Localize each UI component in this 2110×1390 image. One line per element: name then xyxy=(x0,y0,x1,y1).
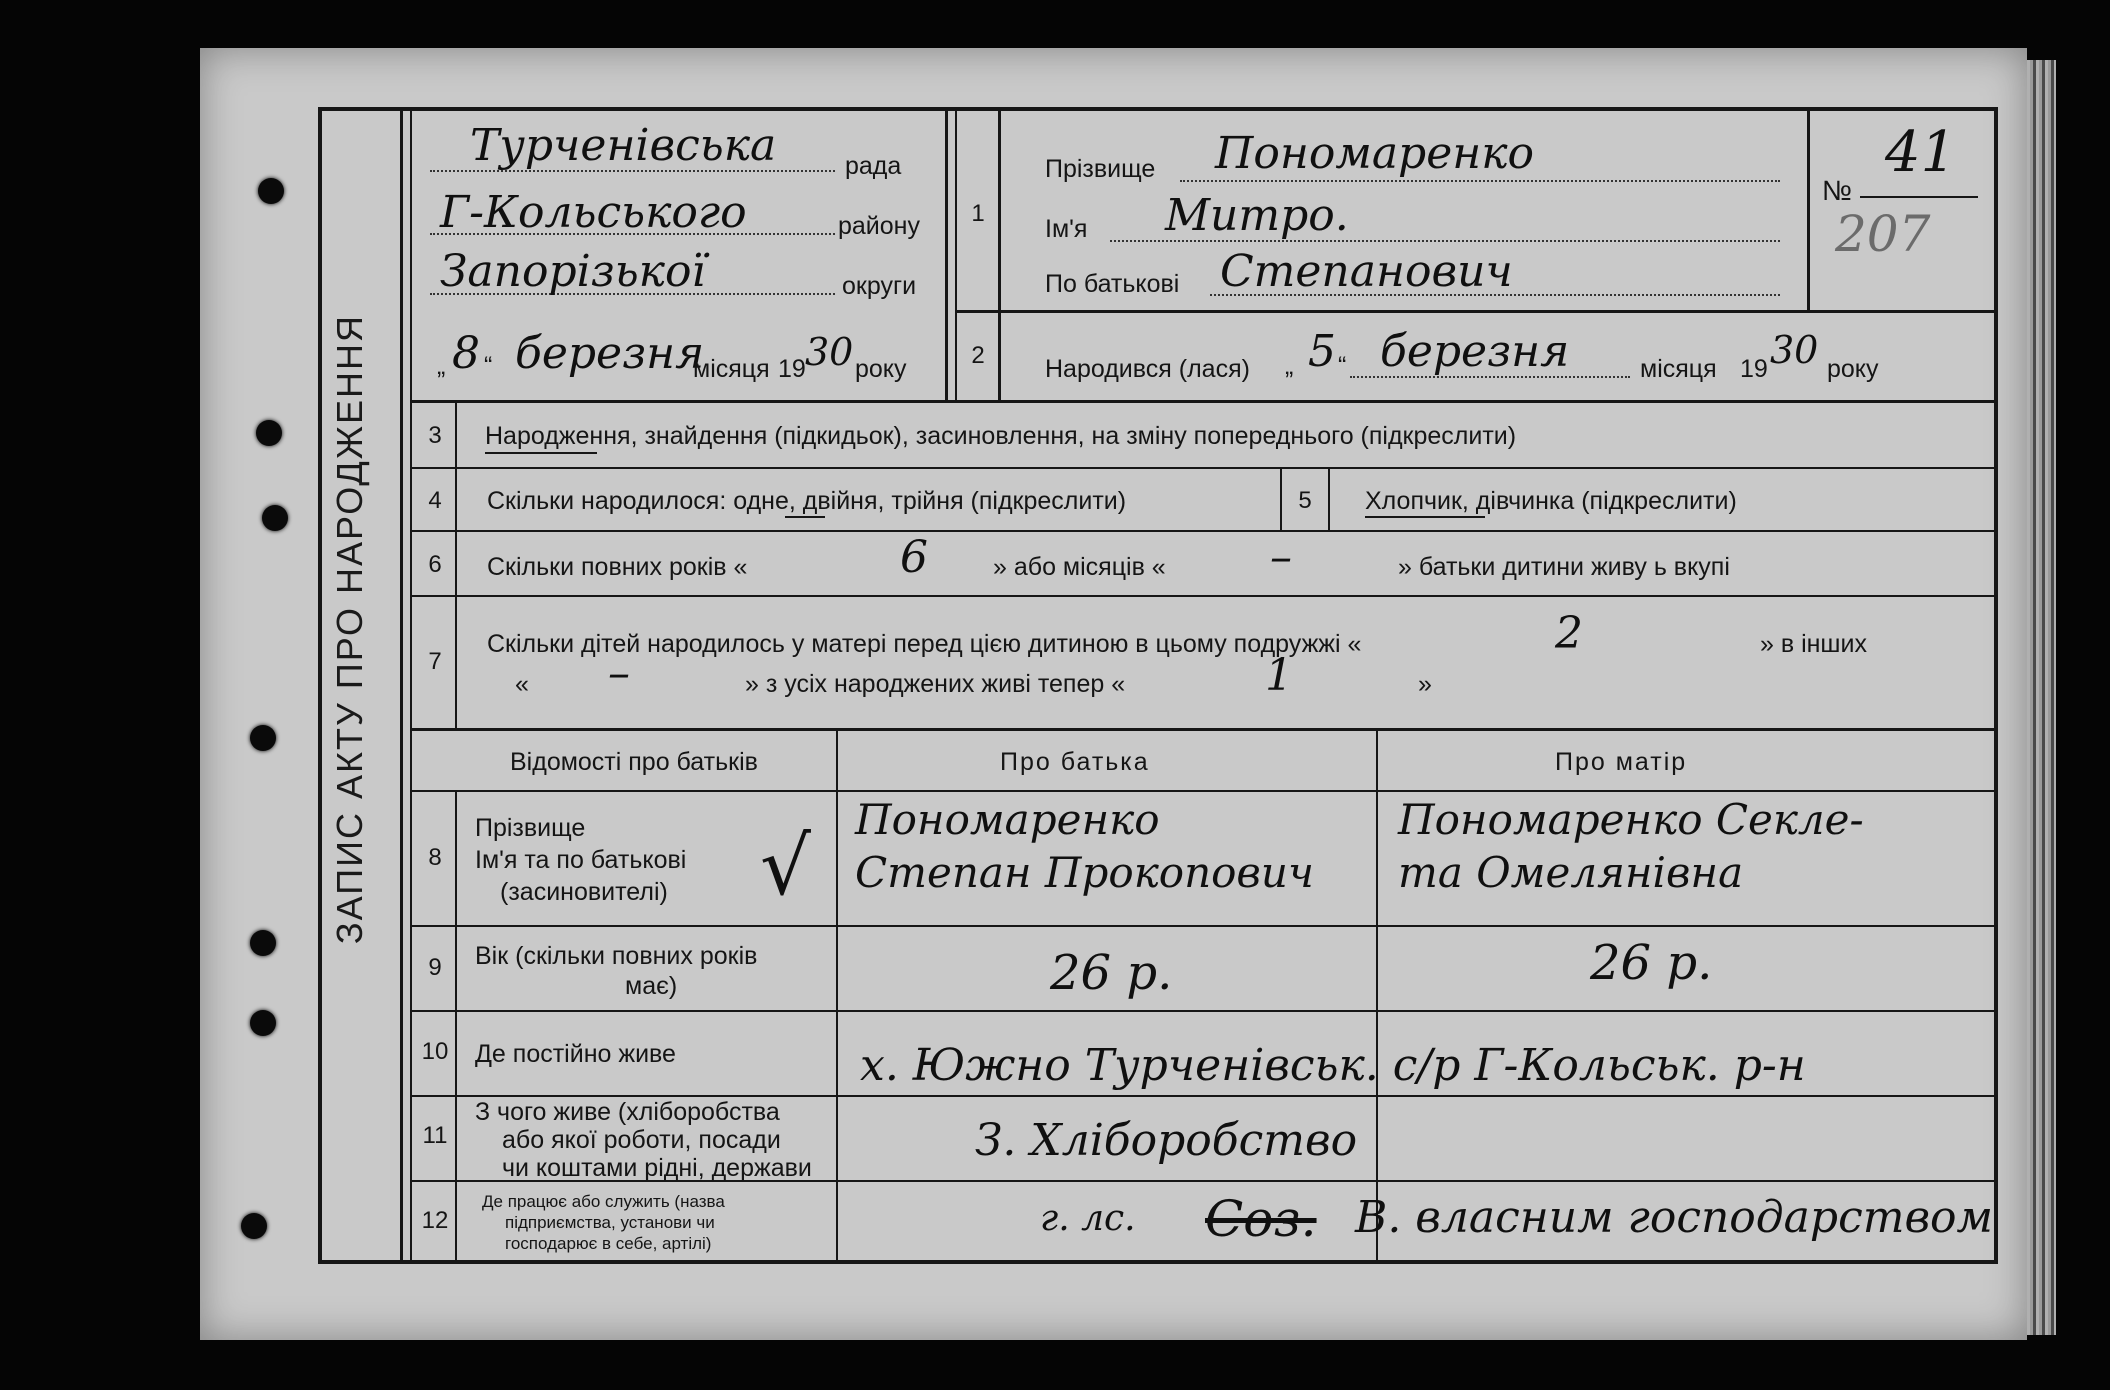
workplace: В. власним господарством xyxy=(1355,1192,1994,1243)
region-handwritten: Запорізької xyxy=(440,246,706,297)
num-col-divider xyxy=(455,790,457,1260)
punch-hole xyxy=(262,505,288,531)
region-label: округи xyxy=(842,272,917,300)
row-number: 5 xyxy=(1298,487,1312,514)
frame-left xyxy=(318,107,322,1264)
children-other: – xyxy=(608,648,630,699)
underline-mark xyxy=(1365,516,1485,518)
row-number: 10 xyxy=(421,1038,449,1065)
row10-label: Де постійно живе xyxy=(475,1040,676,1068)
punch-hole xyxy=(250,725,276,751)
punch-hole xyxy=(250,1010,276,1036)
year-label: року xyxy=(1827,355,1879,383)
row-divider xyxy=(412,400,1994,403)
row4-text: Скільки народилося: одне, двійня, трійня (підкреслити) xyxy=(487,487,1127,515)
frame-right xyxy=(1994,107,1998,1264)
quote-close: “ xyxy=(1338,352,1347,380)
row7-text: « xyxy=(515,670,529,698)
year-suffix: 30 xyxy=(805,330,854,374)
row-divider xyxy=(412,530,1994,532)
row7-text: » xyxy=(1418,670,1432,698)
father-name: Степан Прокопович xyxy=(855,848,1315,897)
workplace-struck: Соз. xyxy=(1205,1190,1317,1248)
row-divider xyxy=(412,467,1994,469)
residence: х. Южно Турченівськ. с/р Г-Кольськ. р-н xyxy=(860,1040,1806,1091)
row9-label: Вік (скільки повних років xyxy=(475,942,758,970)
council-handwritten: Турченівська xyxy=(470,120,777,171)
row-number: 8 xyxy=(428,844,442,871)
row7-text: » з усіх народжених живі тепер « xyxy=(745,670,1126,698)
surname-label: Прізвище xyxy=(1045,155,1156,183)
record-number-label: № xyxy=(1822,175,1853,206)
year-prefix: 19 xyxy=(1740,355,1768,383)
row7-text: Скільки дітей народилось у матері перед цією дитиною в цьому подружжі « xyxy=(487,630,1362,658)
record-number: 41 xyxy=(1885,120,1957,185)
mother-age: 26 р. xyxy=(1590,935,1713,991)
header-father: Про батька xyxy=(1000,748,1150,776)
fill-line xyxy=(1180,180,1780,182)
title-divider xyxy=(400,111,403,1261)
row5-text: Хлопчик, дівчинка (підкреслити) xyxy=(1365,487,1737,515)
row-number: 12 xyxy=(421,1207,449,1234)
header-info: Відомості про батьків xyxy=(510,748,758,776)
year-label: року xyxy=(855,355,907,383)
row12-label: Де працює або служить (назва xyxy=(482,1192,725,1211)
council-label: рада xyxy=(845,152,902,180)
month-label: місяця xyxy=(693,355,770,383)
birth-month: березня xyxy=(1380,326,1570,377)
months-together: – xyxy=(1270,532,1292,583)
row-divider xyxy=(412,1095,1994,1097)
punch-hole xyxy=(250,930,276,956)
row9-label: має) xyxy=(625,972,678,1000)
child-surname: Пономаренко xyxy=(1215,128,1534,179)
row11-label: чи коштами рідні, держави xyxy=(502,1154,812,1182)
district-handwritten: Г-Кольського xyxy=(440,187,747,238)
row-number: 6 xyxy=(428,551,442,578)
row12-label: господарює в себе, артілі) xyxy=(505,1234,712,1253)
row-divider xyxy=(412,790,1994,792)
occupation: З. Хліборобство xyxy=(975,1115,1358,1166)
underline-mark xyxy=(485,452,597,454)
row-number: 3 xyxy=(428,422,442,449)
record-number-gray: 207 xyxy=(1835,205,1931,263)
patronymic-label: По батькові xyxy=(1045,270,1180,298)
row-divider xyxy=(412,595,1994,597)
header-divider xyxy=(955,111,957,401)
fill-line xyxy=(1860,196,1978,198)
row-number: 11 xyxy=(422,1122,448,1149)
child-patronymic: Степанович xyxy=(1220,246,1513,297)
row-number: 7 xyxy=(428,648,442,675)
year-prefix: 19 xyxy=(778,355,806,383)
row-divider xyxy=(412,1010,1994,1012)
district-label: району xyxy=(838,212,920,240)
row6-text: » або місяців « xyxy=(993,553,1166,581)
born-label: Народився (лася) xyxy=(1045,355,1250,383)
mother-name: та Омелянівна xyxy=(1398,848,1744,897)
quote-close: “ xyxy=(484,352,493,380)
row8-label: Ім'я та по батькові xyxy=(475,846,687,874)
row6-text: Скільки повних років « xyxy=(487,553,748,581)
number-box-divider xyxy=(1807,111,1810,311)
quote-open: „ xyxy=(1285,352,1294,380)
father-age: 26 р. xyxy=(1050,945,1173,1001)
month-label: місяця xyxy=(1640,355,1717,383)
years-together: 6 xyxy=(900,532,928,583)
father-surname: Пономаренко xyxy=(855,795,1160,844)
section-number: 1 xyxy=(971,200,985,227)
underline-mark xyxy=(785,516,825,518)
birth-year-suffix: 30 xyxy=(1770,328,1819,372)
punch-hole xyxy=(258,178,284,204)
title-divider xyxy=(410,111,412,1261)
birth-reg-day: 8 xyxy=(452,328,480,379)
row8-label: Прізвище xyxy=(475,814,586,842)
row-number: 9 xyxy=(428,954,442,981)
children-this-marriage: 2 xyxy=(1555,608,1583,659)
child-name: Митро. xyxy=(1165,190,1349,241)
punch-hole xyxy=(241,1213,267,1239)
name-label: Ім'я xyxy=(1045,215,1088,243)
header-divider xyxy=(945,111,948,401)
birth-day: 5 xyxy=(1308,326,1336,377)
section-divider xyxy=(957,310,1994,313)
side-title-text: ЗАПИС АКТУ ПРО НАРОДЖЕННЯ xyxy=(329,313,370,945)
num-col-divider xyxy=(455,400,457,730)
row4-divider xyxy=(1280,467,1282,530)
row3-text: Народження, знайдення (підкидьок), засиновлення, на зміну попереднього (підкреслити) xyxy=(485,422,1517,450)
row-number: 4 xyxy=(428,487,442,514)
frame-bottom xyxy=(318,1260,1998,1264)
row11-label: або якої роботи, посади xyxy=(502,1126,781,1154)
row11-label: З чого живе (хліборобства xyxy=(475,1098,780,1126)
header-mother: Про матір xyxy=(1555,748,1688,776)
row-divider xyxy=(412,925,1994,927)
children-alive: 1 xyxy=(1265,650,1293,701)
row6-text: » батьки дитини живу ь вкупі xyxy=(1398,553,1730,581)
row12-label: підприємства, установи чи xyxy=(505,1213,715,1232)
mother-surname: Пономаренко Секле- xyxy=(1398,795,1864,844)
row8-label: (засиновителі) xyxy=(500,878,668,906)
quote-open: „ xyxy=(437,352,446,380)
row7-text: » в інших xyxy=(1760,630,1867,658)
birth-reg-month: березня xyxy=(515,328,705,379)
row-divider xyxy=(412,728,1994,731)
row4-divider xyxy=(1328,467,1330,530)
section-number: 2 xyxy=(971,342,985,369)
frame-top xyxy=(318,107,1998,111)
workplace-prefix: г. лс. xyxy=(1040,1198,1136,1239)
header-divider xyxy=(998,111,1001,401)
check-mark: √ xyxy=(760,820,811,913)
punch-hole xyxy=(256,420,282,446)
